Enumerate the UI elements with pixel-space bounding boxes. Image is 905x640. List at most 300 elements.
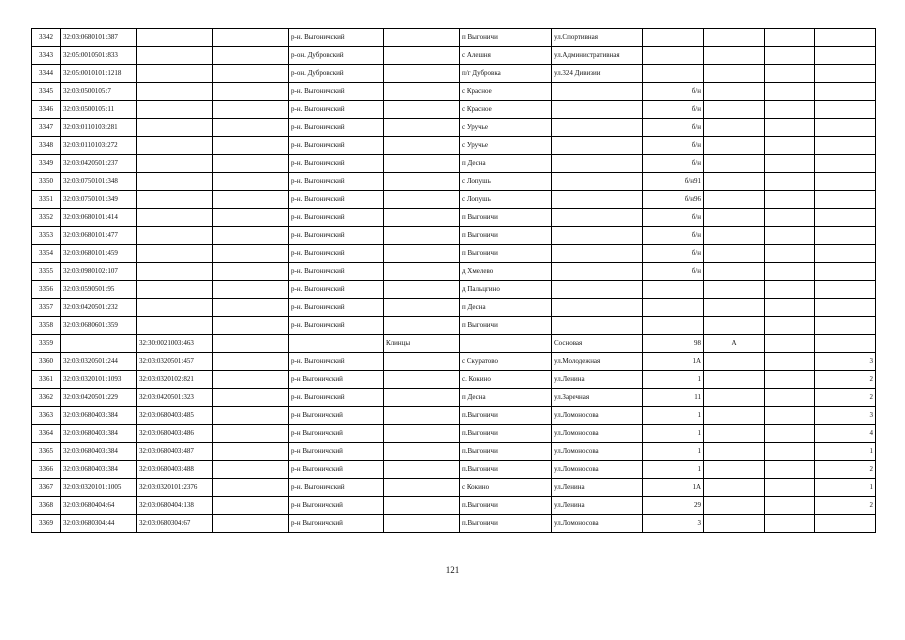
table-cell-c3 [213,461,289,479]
table-cell-settlement: с Уручье [460,137,552,155]
table-cell-building [704,515,765,533]
table-cell-street: ул.Ломоносова [552,443,643,461]
table-cell-building [704,191,765,209]
table-cell-settlement: д Пальцгино [460,281,552,299]
table-cell-cad1: 32:03:0680403:384 [61,407,137,425]
table-cell-cad2: 32:03:0320501:457 [137,353,213,371]
table-row [32,407,876,425]
table-cell-building [704,29,765,47]
table-cell-district: р-н. Выгоничский [289,83,384,101]
table-cell-cad2: 32:03:0320102:821 [137,371,213,389]
table-cell-c10 [765,209,815,227]
table-cell-district: р-н. Выгоничский [289,101,384,119]
table-cell-house [643,47,704,65]
table-cell-settlement: с Кокино [460,479,552,497]
table-cell-no: 3360 [32,353,61,371]
table-cell-settlement: п Выгоничи [460,209,552,227]
table-cell-street [552,245,643,263]
table-row [32,371,876,389]
table-cell-settlement: п.Выгоничи [460,497,552,515]
table-cell-c10 [765,245,815,263]
table-cell-c11 [815,101,876,119]
table-cell-c10 [765,317,815,335]
table-cell-district: р-н. Выгоничский [289,209,384,227]
table-cell-building [704,137,765,155]
table-row [32,245,876,263]
table-cell-c10 [765,425,815,443]
table-cell-c3 [213,101,289,119]
table-cell-c3 [213,227,289,245]
table-cell-c5 [384,299,460,317]
table-cell-cad2 [137,317,213,335]
table-cell-c10 [765,515,815,533]
table-cell-building [704,209,765,227]
table-cell-cad1: 32:03:0680101:459 [61,245,137,263]
table-cell-street [552,137,643,155]
table-cell-street: ул.Ломоносова [552,425,643,443]
table-cell-house: 1 [643,425,704,443]
table-cell-building [704,173,765,191]
table-cell-cad1: 32:03:0680403:384 [61,443,137,461]
table-cell-street [552,101,643,119]
table-cell-c5 [384,137,460,155]
table-cell-c11: 2 [815,461,876,479]
table-cell-street: ул.Ленина [552,497,643,515]
table-cell-house: б/н [643,263,704,281]
table-cell-cad2 [137,209,213,227]
table-cell-building [704,479,765,497]
table-cell-settlement: с. Кокино [460,371,552,389]
table-cell-c11 [815,263,876,281]
table-cell-building [704,443,765,461]
table-cell-c5 [384,191,460,209]
table-cell-c3 [213,263,289,281]
table-cell-house: 3 [643,515,704,533]
table-cell-c5 [384,515,460,533]
table-cell-c11 [815,515,876,533]
table-cell-cad2 [137,281,213,299]
table-cell-settlement: п.Выгоничи [460,461,552,479]
table-cell-building [704,119,765,137]
table-cell-c11 [815,155,876,173]
table-cell-cad2: 32:03:0680403:487 [137,443,213,461]
table-cell-building [704,83,765,101]
table-cell-cad1: 32:05:0010101:1218 [61,65,137,83]
table-cell-house: 1А [643,479,704,497]
table-cell-settlement: с Лопушь [460,173,552,191]
table-cell-district: р-н. Выгоничский [289,353,384,371]
table-cell-c11 [815,227,876,245]
table-cell-district: р-н. Выгоничский [289,155,384,173]
table-cell-cad2: 32:30:0021003:463 [137,335,213,353]
table-cell-c5 [384,209,460,227]
table-cell-street: ул.324 Дивизии [552,65,643,83]
table-cell-no: 3352 [32,209,61,227]
table-cell-c3 [213,371,289,389]
table-cell-district: р-н. Выгоничский [289,479,384,497]
table-cell-c3 [213,245,289,263]
table-cell-c5 [384,29,460,47]
table-cell-c10 [765,191,815,209]
table-cell-c3 [213,443,289,461]
table-cell-settlement: с Красное [460,101,552,119]
table-cell-c5 [384,407,460,425]
table-cell-cad1: 32:03:0500105:7 [61,83,137,101]
table-cell-c5 [384,65,460,83]
table-cell-settlement: п.Выгоничи [460,407,552,425]
table-cell-district: р-н. Выгоничский [289,389,384,407]
table-cell-house: б/н [643,245,704,263]
table-row [32,137,876,155]
table-row [32,29,876,47]
table-cell-c3 [213,65,289,83]
table-cell-street: ул.Ломоносова [552,407,643,425]
table-cell-c10 [765,83,815,101]
table-cell-building [704,65,765,83]
table-cell-no: 3349 [32,155,61,173]
table-cell-district: р-н. Выгоничский [289,245,384,263]
table-cell-street [552,191,643,209]
table-cell-c5 [384,47,460,65]
table-cell-c10 [765,101,815,119]
table-row [32,281,876,299]
table-cell-house: б/н96 [643,191,704,209]
table-cell-c11 [815,137,876,155]
table-cell-c10 [765,443,815,461]
table-cell-no: 3354 [32,245,61,263]
table-cell-cad2: 32:03:0320101:2376 [137,479,213,497]
table-cell-c11 [815,335,876,353]
table-row [32,389,876,407]
table-row [32,47,876,65]
table-cell-settlement: с Красное [460,83,552,101]
table-cell-cad2 [137,173,213,191]
table-cell-c3 [213,335,289,353]
table-cell-c10 [765,389,815,407]
table-cell-cad2 [137,83,213,101]
table-cell-cad1: 32:03:0110103:281 [61,119,137,137]
table-cell-no: 3350 [32,173,61,191]
table-cell-c5: Клинцы [384,335,460,353]
table-cell-c10 [765,479,815,497]
registry-table [31,28,876,533]
table-cell-street: ул.Молодежная [552,353,643,371]
table-cell-district: р-он. Дубровский [289,65,384,83]
table-cell-cad1: 32:03:0680601:359 [61,317,137,335]
table-cell-cad2 [137,245,213,263]
table-cell-cad2 [137,29,213,47]
table-cell-settlement: с Уручье [460,119,552,137]
table-cell-c10 [765,281,815,299]
table-cell-c3 [213,191,289,209]
table-row [32,353,876,371]
table-cell-district: р-н Выгоничский [289,497,384,515]
table-row [32,155,876,173]
table-cell-cad1: 32:03:0420501:229 [61,389,137,407]
table-row [32,515,876,533]
table-cell-house: 1 [643,443,704,461]
table-cell-cad1: 32:03:0420501:237 [61,155,137,173]
table-row [32,101,876,119]
table-cell-house [643,29,704,47]
table-row [32,461,876,479]
table-cell-district: р-н. Выгоничский [289,29,384,47]
table-row [32,317,876,335]
table-cell-house [643,65,704,83]
table-cell-cad2 [137,299,213,317]
table-cell-c11 [815,29,876,47]
table-cell-c5 [384,497,460,515]
table-cell-street: Сосновая [552,335,643,353]
table-cell-settlement [460,335,552,353]
table-row [32,65,876,83]
table-cell-c5 [384,173,460,191]
table-cell-c10 [765,47,815,65]
table-cell-c3 [213,137,289,155]
table-cell-cad2: 32:03:0680403:488 [137,461,213,479]
table-cell-house: 11 [643,389,704,407]
table-cell-district [289,335,384,353]
table-cell-district: р-н. Выгоничский [289,227,384,245]
table-cell-building [704,263,765,281]
table-cell-settlement: п Выгоничи [460,227,552,245]
table-cell-building [704,407,765,425]
table-cell-building [704,227,765,245]
table-cell-no: 3361 [32,371,61,389]
table-cell-c5 [384,245,460,263]
table-cell-street [552,299,643,317]
table-row [32,209,876,227]
table-cell-no: 3365 [32,443,61,461]
table-cell-c11 [815,191,876,209]
table-cell-house: 29 [643,497,704,515]
table-cell-house: б/н [643,137,704,155]
table-cell-building [704,281,765,299]
table-cell-c10 [765,299,815,317]
table-cell-cad2 [137,191,213,209]
table-cell-district: р-н Выгоничский [289,425,384,443]
table-cell-c3 [213,353,289,371]
table-cell-building [704,317,765,335]
table-cell-c10 [765,227,815,245]
table-cell-c3 [213,83,289,101]
table-cell-c11 [815,317,876,335]
table-cell-c3 [213,119,289,137]
table-cell-c5 [384,227,460,245]
table-cell-c10 [765,461,815,479]
table-cell-cad1: 32:03:0320501:244 [61,353,137,371]
table-cell-cad2 [137,65,213,83]
table-cell-c10 [765,119,815,137]
table-cell-no: 3346 [32,101,61,119]
table-cell-c10 [765,335,815,353]
table-cell-no: 3351 [32,191,61,209]
table-cell-c10 [765,371,815,389]
table-cell-c5 [384,101,460,119]
table-cell-street [552,209,643,227]
table-cell-house: 98 [643,335,704,353]
table-cell-cad2: 32:03:0680304:67 [137,515,213,533]
table-cell-c5 [384,83,460,101]
table-cell-c3 [213,425,289,443]
table-cell-street: ул.Ломоносова [552,515,643,533]
table-cell-no: 3362 [32,389,61,407]
table-cell-house: 1 [643,461,704,479]
table-cell-building [704,461,765,479]
table-cell-house: 1 [643,371,704,389]
table-cell-street [552,83,643,101]
table-cell-no: 3358 [32,317,61,335]
table-cell-settlement: п Выгоничи [460,245,552,263]
table-cell-house: 1А [643,353,704,371]
table-cell-no: 3342 [32,29,61,47]
table-cell-cad1 [61,335,137,353]
table-cell-settlement: п.Выгоничи [460,443,552,461]
table-cell-settlement: с Лопушь [460,191,552,209]
table-cell-cad1: 32:05:0010501:833 [61,47,137,65]
table-cell-cad1: 32:03:0750101:349 [61,191,137,209]
table-cell-c3 [213,515,289,533]
table-cell-no: 3345 [32,83,61,101]
table-cell-c10 [765,497,815,515]
table-cell-settlement: п Выгоничи [460,317,552,335]
table-cell-cad1: 32:03:0680403:384 [61,425,137,443]
table-cell-cad2 [137,101,213,119]
table-cell-c3 [213,479,289,497]
table-cell-no: 3367 [32,479,61,497]
table-cell-no: 3343 [32,47,61,65]
table-cell-street: ул.Ломоносова [552,461,643,479]
table-row [32,119,876,137]
table-cell-cad1: 32:03:0320101:1005 [61,479,137,497]
table-cell-c11 [815,119,876,137]
table-row [32,299,876,317]
table-cell-district: р-н. Выгоничский [289,299,384,317]
table-cell-c3 [213,497,289,515]
table-row [32,263,876,281]
table-cell-c11: 1 [815,479,876,497]
table-cell-c3 [213,389,289,407]
table-cell-c11: 2 [815,371,876,389]
table-cell-no: 3348 [32,137,61,155]
table-cell-district: р-н. Выгоничский [289,263,384,281]
table-row [32,443,876,461]
table-cell-street [552,263,643,281]
table-cell-district: р-н Выгоничский [289,443,384,461]
registry-table-body [32,29,876,533]
table-cell-c11: 3 [815,353,876,371]
table-cell-c3 [213,281,289,299]
table-cell-c5 [384,461,460,479]
table-cell-cad1: 32:03:0680304:44 [61,515,137,533]
table-cell-no: 3363 [32,407,61,425]
table-cell-cad1: 32:03:0420501:232 [61,299,137,317]
table-cell-c11 [815,299,876,317]
table-cell-c3 [213,155,289,173]
table-cell-cad2 [137,119,213,137]
table-cell-settlement: д Хмелево [460,263,552,281]
table-cell-settlement: п Десна [460,389,552,407]
table-cell-cad1: 32:03:0590501:95 [61,281,137,299]
table-cell-no: 3356 [32,281,61,299]
table-cell-house [643,281,704,299]
table-row [32,227,876,245]
table-cell-house: б/н [643,119,704,137]
table-cell-no: 3344 [32,65,61,83]
table-cell-cad2: 32:03:0680403:486 [137,425,213,443]
table-cell-house: 1 [643,407,704,425]
table-cell-house: б/н91 [643,173,704,191]
table-cell-c10 [765,155,815,173]
table-cell-c10 [765,29,815,47]
table-cell-c3 [213,173,289,191]
table-cell-house: б/н [643,155,704,173]
table-cell-cad1: 32:03:0680101:387 [61,29,137,47]
table-cell-cad1: 32:03:0680403:384 [61,461,137,479]
table-cell-building [704,497,765,515]
table-cell-district: р-н Выгоничский [289,515,384,533]
table-cell-c11 [815,281,876,299]
table-cell-building: А [704,335,765,353]
table-cell-building [704,155,765,173]
table-cell-street: ул.Ленина [552,371,643,389]
table-cell-cad2 [137,137,213,155]
table-cell-c5 [384,371,460,389]
table-cell-cad1: 32:03:0680101:414 [61,209,137,227]
table-cell-c5 [384,425,460,443]
table-cell-building [704,353,765,371]
table-cell-c11 [815,173,876,191]
table-cell-no: 3347 [32,119,61,137]
table-cell-building [704,101,765,119]
table-cell-c10 [765,137,815,155]
table-cell-building [704,299,765,317]
table-cell-c10 [765,65,815,83]
table-cell-building [704,245,765,263]
table-cell-c5 [384,479,460,497]
table-cell-district: р-он. Дубровский [289,47,384,65]
table-cell-settlement: п.Выгоничи [460,425,552,443]
table-cell-street [552,173,643,191]
table-cell-no: 3364 [32,425,61,443]
table-row [32,83,876,101]
table-cell-settlement: п Выгоничи [460,29,552,47]
table-cell-cad2: 32:03:0420501:323 [137,389,213,407]
table-cell-street: ул.Ленина [552,479,643,497]
table-cell-c3 [213,29,289,47]
table-cell-c5 [384,389,460,407]
table-cell-street [552,317,643,335]
table-cell-street [552,281,643,299]
table-cell-house: б/н [643,101,704,119]
table-cell-district: р-н. Выгоничский [289,137,384,155]
table-cell-c11 [815,65,876,83]
table-cell-c11: 3 [815,407,876,425]
table-cell-c10 [765,173,815,191]
table-cell-district: р-н. Выгоничский [289,173,384,191]
table-cell-c11 [815,245,876,263]
table-cell-c3 [213,299,289,317]
table-cell-street: ул.Спортивная [552,29,643,47]
table-cell-cad2 [137,47,213,65]
table-cell-settlement: п Десна [460,155,552,173]
table-cell-c11 [815,83,876,101]
table-cell-c10 [765,263,815,281]
table-cell-district: р-н Выгоничский [289,407,384,425]
table-cell-cad2: 32:03:0680403:485 [137,407,213,425]
table-cell-cad1: 32:03:0320101:1093 [61,371,137,389]
table-cell-c11 [815,209,876,227]
